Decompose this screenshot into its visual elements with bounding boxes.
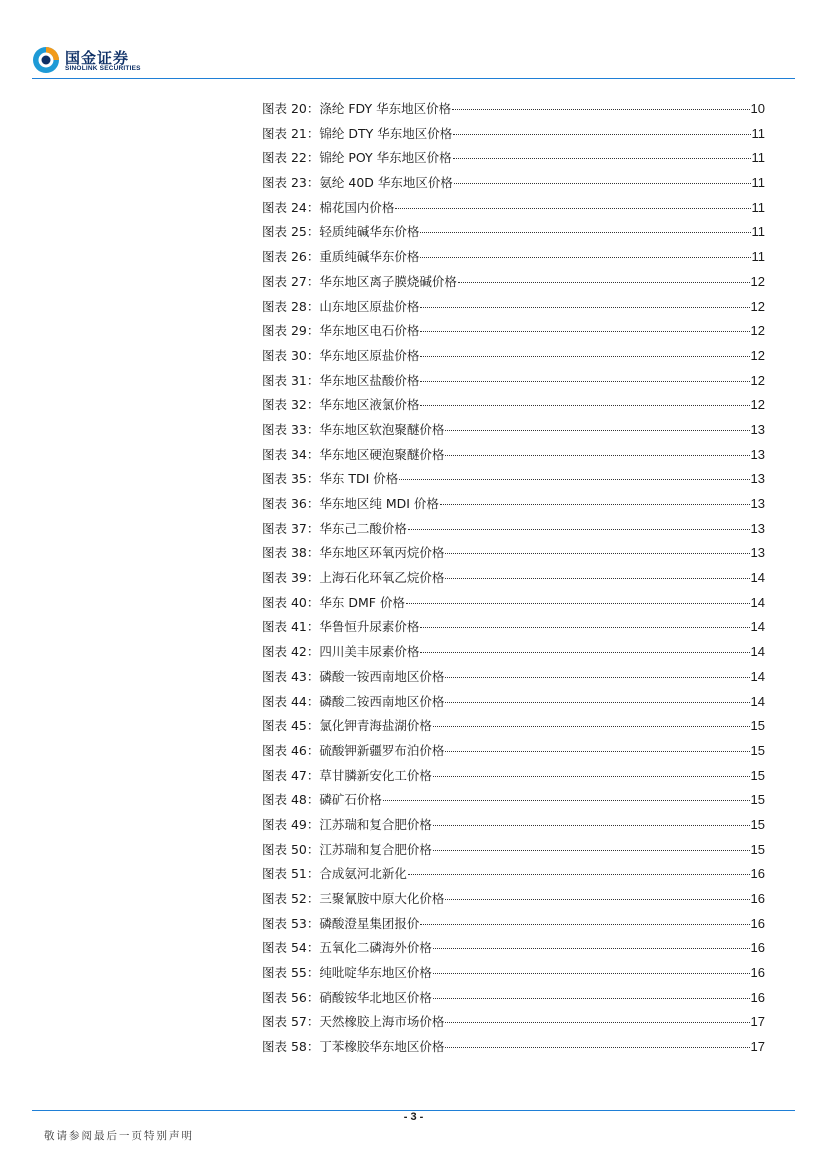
toc-entry-label: 图表 24：: [262, 199, 320, 215]
toc-entry-label: 图表 53：: [262, 915, 320, 931]
toc-entry-page: 12: [750, 372, 765, 388]
toc-entry[interactable]: [262, 97, 765, 122]
toc-entry-title: 华东地区软泡聚醚价格: [319, 421, 445, 437]
toc-entry-title: 华东 DMF 价格: [319, 594, 405, 610]
toc-entry[interactable]: [262, 591, 765, 616]
toc-dot-leader: [433, 972, 750, 974]
toc-dot-leader: [420, 404, 749, 406]
toc-entry-title: 硝酸铵华北地区价格: [319, 989, 432, 1005]
toc-dot-leader: [453, 133, 750, 135]
toc-dot-leader: [420, 626, 749, 628]
toc-entry[interactable]: [262, 467, 765, 492]
toc-dot-leader: [399, 478, 749, 480]
toc-entry-page: 16: [750, 891, 765, 906]
toc-entry[interactable]: [262, 319, 765, 344]
toc-entry-page: 14: [750, 594, 765, 610]
toc-entry-title: 华东 TDI 价格: [319, 471, 399, 487]
toc-entry-page: 13: [750, 545, 765, 561]
toc-entry-title: 锦纶 DTY 华东地区价格: [319, 125, 453, 141]
toc-entry[interactable]: [262, 665, 765, 690]
toc-entry-page: 12: [750, 323, 765, 339]
toc-entry-title: 锦纶 POY 华东地区价格: [319, 150, 452, 166]
toc-entry[interactable]: [262, 369, 765, 394]
toc-entry[interactable]: [262, 788, 765, 813]
toc-entry-page: 10: [750, 101, 765, 116]
toc-entry-title: 三聚氰胺中原大化价格: [319, 891, 445, 906]
toc-dot-leader: [445, 676, 749, 678]
toc-entry-title: 四川美丰尿素价格: [319, 644, 420, 660]
toc-entry-label: 图表 43：: [262, 668, 320, 684]
table-of-figures: [262, 97, 765, 1060]
toc-entry[interactable]: [262, 690, 765, 715]
toc-entry-title: 华鲁恒升尿素价格: [319, 619, 420, 635]
toc-entry-label: 图表 44：: [262, 693, 320, 709]
toc-entry-label: 图表 40：: [262, 594, 320, 610]
toc-entry-title: 磷酸一铵西南地区价格: [319, 668, 445, 684]
toc-entry[interactable]: [262, 764, 765, 789]
toc-entry-title: 山东地区原盐价格: [319, 298, 420, 314]
toc-entry-title: 氨纶 40D 华东地区价格: [319, 175, 453, 191]
toc-entry[interactable]: [262, 344, 765, 369]
toc-entry-title: 重质纯碱华东价格: [319, 249, 420, 265]
toc-entry-label: 图表 21：: [262, 125, 320, 141]
toc-dot-leader: [408, 873, 750, 875]
toc-entry-title: 华东地区电石价格: [319, 323, 420, 339]
toc-entry-label: 图表 20：: [262, 101, 320, 116]
toc-entry-label: 图表 32：: [262, 397, 320, 413]
toc-entry-title: 华东地区离子膜烧碱价格: [319, 273, 457, 289]
toc-dot-leader: [445, 750, 749, 752]
toc-entry-label: 图表 28：: [262, 298, 320, 314]
toc-entry-label: 图表 57：: [262, 1014, 320, 1030]
toc-entry-label: 图表 37：: [262, 520, 320, 536]
company-logo: [32, 46, 162, 78]
toc-entry[interactable]: [262, 220, 765, 245]
toc-dot-leader: [454, 182, 751, 184]
toc-entry-title: 硫酸钾新疆罗布泊价格: [319, 742, 445, 758]
toc-entry-page: 13: [750, 496, 765, 511]
toc-entry-page: 15: [750, 742, 765, 758]
toc-entry-title: 棉花国内价格: [319, 199, 395, 215]
toc-entry-page: 13: [750, 421, 765, 437]
toc-entry-page: 16: [750, 866, 765, 882]
sinolink-logo-icon: [32, 46, 60, 74]
toc-entry-label: 图表 25：: [262, 224, 320, 240]
toc-entry-title: 磷矿石价格: [319, 792, 382, 808]
toc-entry-label: 图表 38：: [262, 545, 320, 561]
toc-entry-label: 图表 54：: [262, 940, 320, 956]
toc-dot-leader: [452, 108, 749, 110]
toc-dot-leader: [445, 701, 749, 703]
toc-entry-title: 华东地区纯 MDI 价格: [319, 496, 439, 511]
toc-entry-page: 12: [750, 347, 765, 363]
toc-entry-page: 17: [750, 1039, 765, 1055]
toc-entry[interactable]: [262, 245, 765, 270]
toc-dot-leader: [383, 799, 750, 801]
toc-entry[interactable]: [262, 986, 765, 1011]
toc-entry[interactable]: [262, 813, 765, 838]
toc-entry[interactable]: [262, 714, 765, 739]
toc-dot-leader: [420, 380, 749, 382]
toc-entry-title: 华东地区原盐价格: [319, 347, 420, 363]
toc-dot-leader: [445, 577, 749, 579]
toc-entry[interactable]: [262, 171, 765, 196]
toc-dot-leader: [433, 947, 750, 949]
toc-entry-page: 17: [750, 1014, 765, 1030]
toc-entry-title: 氯化钾青海盐湖价格: [319, 718, 432, 734]
toc-entry-title: 五氧化二磷海外价格: [319, 940, 432, 956]
toc-dot-leader: [406, 602, 750, 604]
toc-entry-page: 11: [751, 224, 765, 240]
toc-entry-page: 16: [750, 940, 765, 956]
toc-entry-title: 华东地区液氯价格: [319, 397, 420, 413]
toc-entry-label: 图表 45：: [262, 718, 320, 734]
toc-entry-label: 图表 33：: [262, 421, 320, 437]
toc-entry-page: 14: [750, 693, 765, 709]
toc-entry-label: 图表 22：: [262, 150, 320, 166]
toc-entry-label: 图表 58：: [262, 1039, 320, 1055]
toc-entry[interactable]: [262, 961, 765, 986]
toc-entry-title: 轻质纯碱华东价格: [319, 224, 420, 240]
toc-entry-page: 11: [751, 125, 765, 141]
toc-entry[interactable]: [262, 196, 765, 221]
toc-entry[interactable]: [262, 146, 765, 171]
toc-entry-label: 图表 48：: [262, 792, 320, 808]
toc-dot-leader: [420, 923, 749, 925]
logo-text-en: SINOLINK SECURITIES: [65, 65, 141, 72]
toc-dot-leader: [433, 725, 750, 727]
toc-entry-label: 图表 29：: [262, 323, 320, 339]
page-header: [0, 0, 827, 80]
toc-entry[interactable]: [262, 270, 765, 295]
toc-entry-page: 15: [750, 816, 765, 832]
toc-entry[interactable]: [262, 640, 765, 665]
toc-dot-leader: [445, 429, 749, 431]
toc-dot-leader: [445, 552, 749, 554]
toc-entry-title: 华东地区盐酸价格: [319, 372, 420, 388]
toc-entry[interactable]: [262, 393, 765, 418]
toc-entry-page: 15: [750, 792, 765, 808]
toc-entry-title: 涤纶 FDY 华东地区价格: [319, 101, 452, 116]
toc-dot-leader: [433, 997, 750, 999]
toc-dot-leader: [445, 1021, 749, 1023]
toc-entry[interactable]: [262, 1035, 765, 1060]
toc-entry[interactable]: [262, 418, 765, 443]
toc-entry-page: 11: [751, 150, 765, 166]
toc-entry-label: 图表 31：: [262, 372, 320, 388]
toc-entry-page: 11: [751, 175, 765, 191]
toc-entry-page: 12: [750, 298, 765, 314]
toc-entry[interactable]: [262, 887, 765, 912]
toc-entry-label: 图表 52：: [262, 891, 320, 906]
toc-entry[interactable]: [262, 912, 765, 937]
toc-entry[interactable]: [262, 936, 765, 961]
toc-entry-title: 纯吡啶华东地区价格: [319, 965, 432, 981]
toc-entry[interactable]: [262, 838, 765, 863]
toc-dot-leader: [408, 528, 750, 530]
disclaimer-text: 敬请参阅最后一页特别声明: [44, 1130, 194, 1142]
toc-entry-page: 14: [750, 619, 765, 635]
toc-entry-page: 14: [750, 570, 765, 586]
toc-dot-leader: [420, 231, 750, 233]
toc-entry[interactable]: [262, 295, 765, 320]
toc-dot-leader: [420, 651, 749, 653]
toc-entry-title: 磷酸二铵西南地区价格: [319, 693, 445, 709]
toc-dot-leader: [453, 157, 751, 159]
toc-dot-leader: [395, 207, 750, 209]
toc-entry-page: 13: [750, 446, 765, 462]
toc-entry-page: 16: [750, 965, 765, 981]
toc-entry-page: 14: [750, 644, 765, 660]
toc-dot-leader: [433, 824, 750, 826]
toc-entry-title: 华东地区环氧丙烷价格: [319, 545, 445, 561]
toc-entry[interactable]: [262, 122, 765, 147]
toc-entry-title: 江苏瑞和复合肥价格: [319, 841, 432, 857]
toc-entry-label: 图表 30：: [262, 347, 320, 363]
toc-entry[interactable]: [262, 443, 765, 468]
toc-dot-leader: [420, 256, 750, 258]
toc-entry-label: 图表 55：: [262, 965, 320, 981]
toc-entry-title: 丁苯橡胶华东地区价格: [319, 1039, 445, 1055]
toc-dot-leader: [420, 355, 749, 357]
toc-dot-leader: [420, 330, 749, 332]
toc-entry-page: 11: [751, 249, 765, 265]
toc-entry[interactable]: [262, 492, 765, 517]
toc-dot-leader: [445, 1046, 749, 1048]
header-divider: [32, 78, 795, 79]
toc-entry-page: 16: [750, 989, 765, 1005]
toc-entry-title: 天然橡胶上海市场价格: [319, 1014, 445, 1030]
toc-entry-page: 13: [750, 520, 765, 536]
toc-entry[interactable]: [262, 862, 765, 887]
toc-entry-title: 华东地区硬泡聚醚价格: [319, 446, 445, 462]
toc-entry-title: 磷酸澄星集团报价: [319, 915, 420, 931]
toc-entry-title: 草甘膦新安化工价格: [319, 767, 432, 783]
toc-entry-label: 图表 46：: [262, 742, 320, 758]
toc-entry-label: 图表 50：: [262, 841, 320, 857]
toc-dot-leader: [440, 503, 750, 505]
toc-entry-title: 合成氨河北新化: [319, 866, 407, 882]
toc-entry-label: 图表 23：: [262, 175, 320, 191]
toc-dot-leader: [445, 898, 749, 900]
toc-entry-page: 15: [750, 767, 765, 783]
toc-entry-page: 12: [750, 273, 765, 289]
logo-text-cn: 国金证券: [65, 49, 130, 67]
toc-entry-label: 图表 41：: [262, 619, 320, 635]
toc-entry-label: 图表 56：: [262, 989, 320, 1005]
toc-entry-page: 11: [751, 199, 765, 215]
toc-entry-page: 15: [750, 841, 765, 857]
toc-entry[interactable]: [262, 1010, 765, 1035]
toc-entry-label: 图表 34：: [262, 446, 320, 462]
toc-entry-page: 12: [750, 397, 765, 413]
toc-entry-label: 图表 49：: [262, 816, 320, 832]
toc-entry-title: 华东己二酸价格: [319, 520, 407, 536]
page-number: - 3 -: [403, 1111, 424, 1123]
toc-entry-label: 图表 26：: [262, 249, 320, 265]
toc-entry-label: 图表 39：: [262, 570, 320, 586]
toc-entry[interactable]: [262, 541, 765, 566]
toc-entry-page: 15: [750, 718, 765, 734]
toc-entry-label: 图表 36：: [262, 496, 320, 511]
toc-dot-leader: [420, 306, 749, 308]
toc-entry-page: 13: [750, 471, 765, 487]
toc-dot-leader: [433, 775, 750, 777]
toc-entry-page: 16: [750, 915, 765, 931]
toc-entry-label: 图表 42：: [262, 644, 320, 660]
toc-entry[interactable]: [262, 615, 765, 640]
toc-entry-title: 上海石化环氧乙烷价格: [319, 570, 445, 586]
toc-dot-leader: [458, 281, 750, 283]
toc-entry[interactable]: [262, 566, 765, 591]
toc-entry-label: 图表 47：: [262, 767, 320, 783]
toc-entry-page: 14: [750, 668, 765, 684]
toc-entry-label: 图表 35：: [262, 471, 320, 487]
toc-dot-leader: [433, 849, 750, 851]
toc-entry[interactable]: [262, 517, 765, 542]
toc-entry-label: 图表 51：: [262, 866, 320, 882]
toc-dot-leader: [445, 454, 749, 456]
toc-entry-label: 图表 27：: [262, 273, 320, 289]
toc-entry-title: 江苏瑞和复合肥价格: [319, 816, 432, 832]
toc-entry[interactable]: [262, 739, 765, 764]
